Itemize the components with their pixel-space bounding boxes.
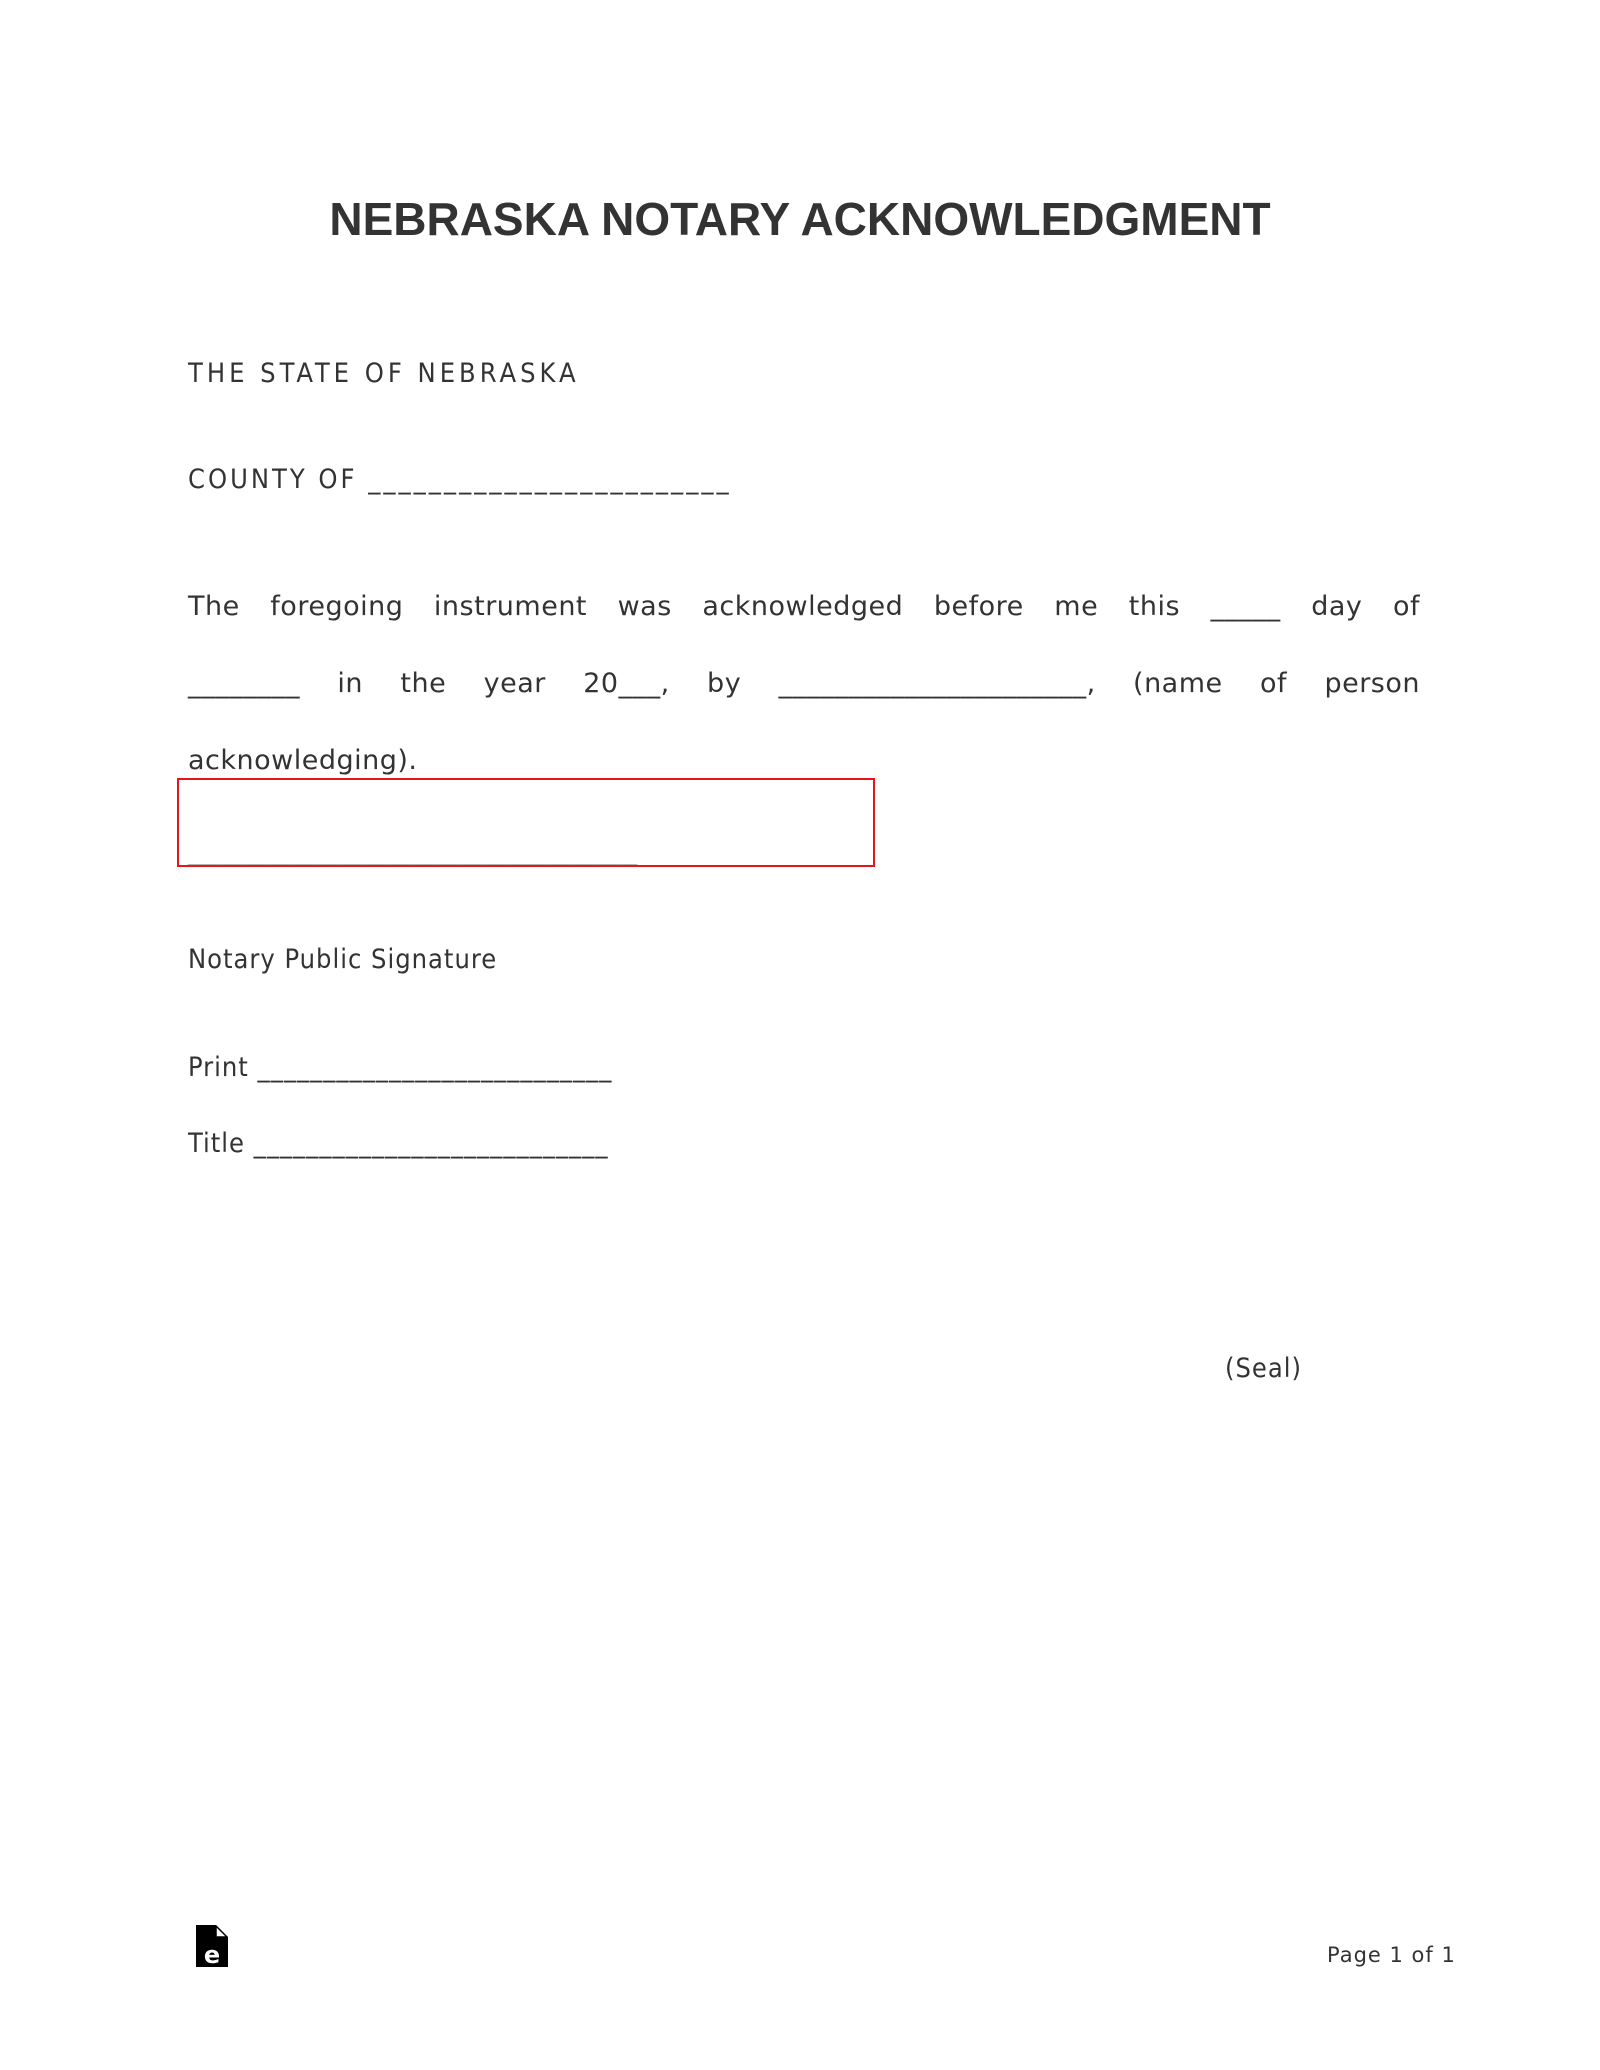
page-indicator: Page 1 of 1 [1327, 1943, 1456, 1967]
paragraph-line-1[interactable]: The foregoing instrument was acknowledged before me this _____ day of [188, 591, 1420, 622]
paragraph-line-3: acknowledging). [188, 745, 418, 776]
print-name-field[interactable]: Print ___________________________ [188, 1052, 613, 1083]
seal-label: (Seal) [1225, 1353, 1302, 1384]
acknowledgment-paragraph [188, 568, 1420, 799]
document-e-logo-icon [196, 1925, 228, 1967]
county-field[interactable]: COUNTY OF ________________________ [188, 464, 732, 495]
document-title: NEBRASKA NOTARY ACKNOWLEDGMENT [329, 193, 1271, 245]
highlight-box [177, 778, 875, 867]
title-field[interactable]: Title ___________________________ [188, 1128, 609, 1159]
svg-text:e: e [203, 1941, 221, 1967]
signature-label: Notary Public Signature [188, 944, 498, 975]
state-line: THE STATE OF NEBRASKA [188, 358, 580, 389]
notary-signature-line[interactable]: _____________________________________ [188, 836, 638, 867]
paragraph-line-2[interactable]: ________ in the year 20___, by ______________________, (name of person [188, 668, 1420, 699]
